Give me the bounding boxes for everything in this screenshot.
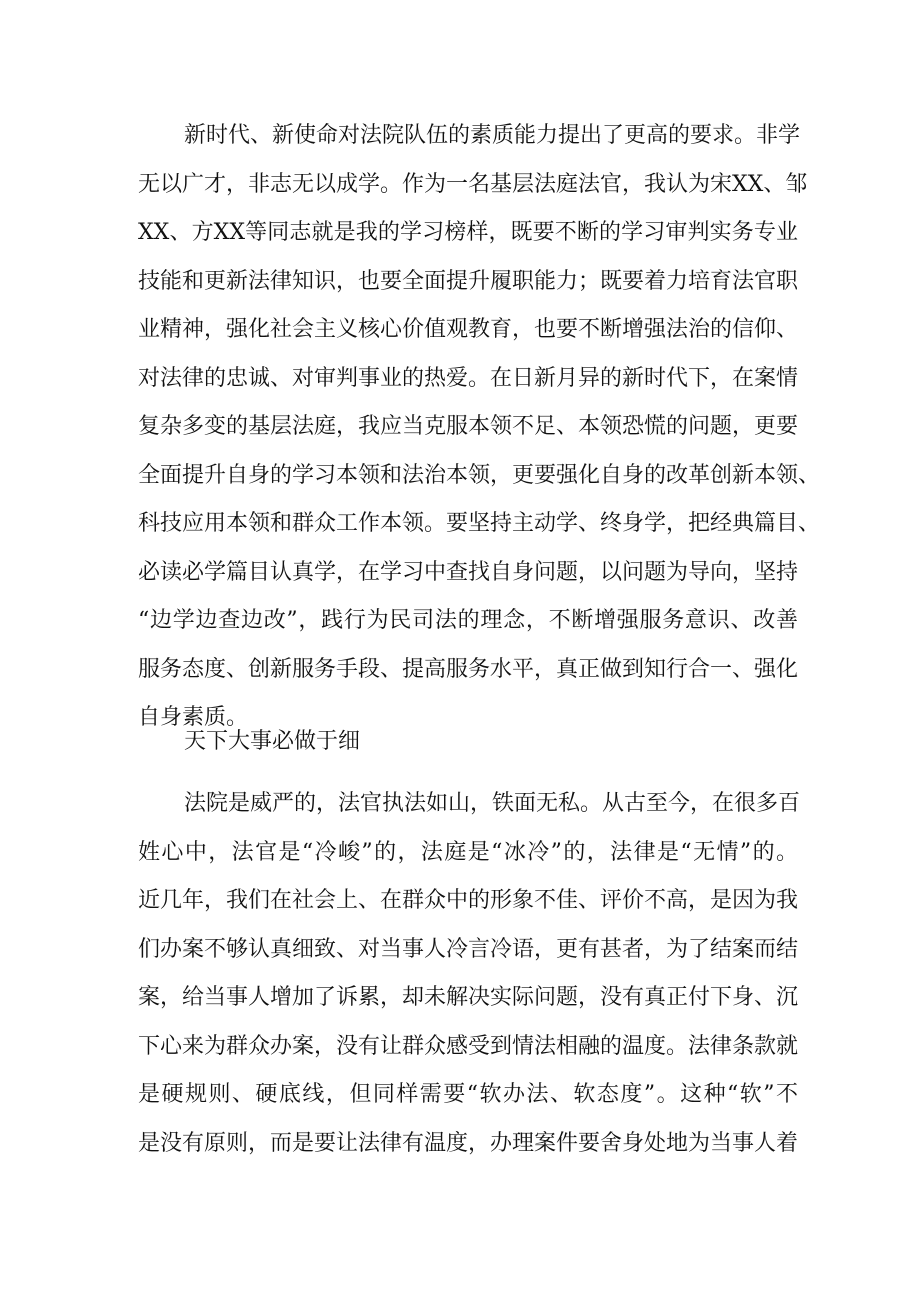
- text-line: 业精神，强化社会主义核心价值观教育，也要不断增强法治的信仰、: [138, 317, 799, 342]
- text-line: 下心来为群众办案，没有让群众感受到情法相融的温度。法律条款就: [138, 1033, 799, 1059]
- text-line: “边学边查边改”，践行为民司法的理念，不断增强服务意识、改善: [138, 608, 798, 633]
- text-line: 法院是威严的，法官执法如山，铁面无私。从古至今，在很多百: [184, 791, 801, 816]
- paragraph-2: [138, 780, 801, 1168]
- text-line: 服务态度、创新服务手段、提高服务水平，真正做到知行合一、强化: [138, 656, 799, 682]
- text-line: XX、方XX等同志就是我的学习榜样，既要不断的学习审判实务专业: [138, 220, 798, 245]
- text-line: 科技应用本领和群众工作本领。要坚持主动学、终身学，把经典篇目、: [138, 511, 821, 536]
- text-line: 必读必学篇目认真学，在学习中查找自身问题，以问题为导向，坚持: [138, 559, 799, 585]
- text-line: 近几年，我们在社会上、在群众中的形象不佳、评价不高，是因为我: [138, 888, 799, 913]
- text-line: 们办案不够认真细致、对当事人冷言冷语，更有甚者，为了结案而结: [138, 936, 799, 962]
- text-line: 是硬规则、硬底线，但同样需要“软办法、软态度”。这种“软”不: [138, 1082, 798, 1107]
- text-line: 技能和更新法律知识，也要全面提升履职能力；既要着力培育法官职: [138, 268, 799, 294]
- text-line: 对法律的忠诚、对审判事业的热爱。在日新月异的新时代下，在案情: [138, 365, 799, 391]
- text-line: 案，给当事人增加了诉累，却未解决实际问题，没有真正付下身、沉: [138, 985, 799, 1010]
- text-line: 无以广才，非志无以成学。作为一名基层法庭法官，我认为宋XX、邹: [138, 171, 808, 197]
- text-line: 复杂多变的基层法庭，我应当克服本领不足、本领恐慌的问题，更要: [138, 414, 799, 439]
- text-line: 新时代、新使命对法院队伍的素质能力提出了更高的要求。非学: [184, 123, 801, 148]
- text-line: 姓心中，法官是“冷峻”的，法庭是“冰冷”的，法律是“无情”的。: [138, 839, 798, 865]
- text-line: 全面提升自身的学习本领和法治本领，更要强化自身的改革创新本领、: [138, 462, 821, 488]
- section-heading: 天下大事必做于细: [184, 729, 361, 754]
- text-line: 自身素质。: [138, 705, 249, 730]
- text-line: 是没有原则，而是要让法律有温度，办理案件要舍身处地为当事人着: [138, 1130, 799, 1156]
- paragraph-1: [138, 112, 821, 743]
